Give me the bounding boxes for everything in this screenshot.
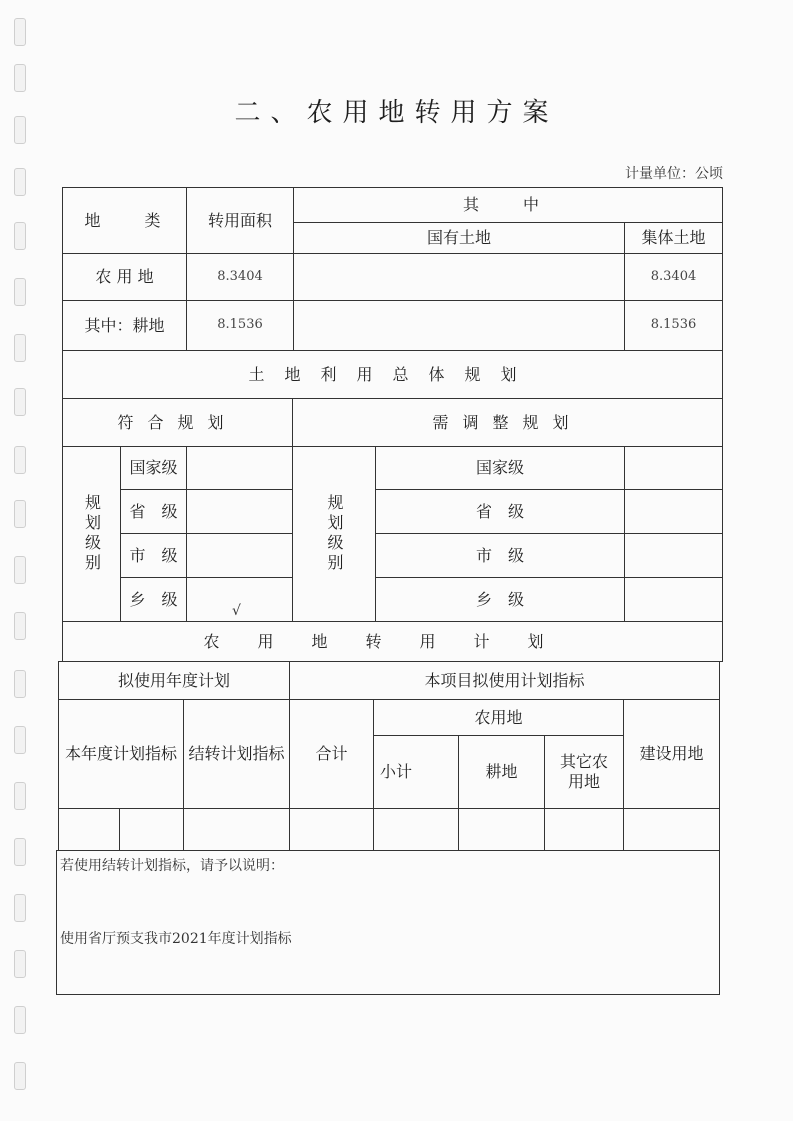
- construction-land-header: 建设用地: [623, 699, 720, 809]
- binder-hole: [14, 334, 26, 362]
- planning-level-label-right: 规划级别: [292, 446, 376, 622]
- row-state-farmland: [293, 253, 625, 301]
- other-farmland-header: 其它农用地: [544, 735, 624, 809]
- blank-cell: [623, 808, 720, 851]
- blank-cell: [458, 808, 545, 851]
- carry-over-plan: 结转计划指标: [183, 699, 290, 809]
- binder-hole: [14, 278, 26, 306]
- binder-hole: [14, 222, 26, 250]
- level-left-national: 国家级: [120, 446, 187, 490]
- check-left-city: [186, 533, 293, 578]
- binder-hole: [14, 670, 26, 698]
- planning-level-label-left: 规划级别: [62, 446, 121, 622]
- row-label-cultivated: 其中：耕地: [62, 300, 187, 351]
- binder-hole: [14, 612, 26, 640]
- row-collective-cultivated: 8.1536: [624, 300, 723, 351]
- binder-hole: [14, 838, 26, 866]
- binder-hole: [14, 782, 26, 810]
- cultivated-header: 耕地: [458, 735, 545, 809]
- binder-hole: [14, 726, 26, 754]
- row-label-farmland: 农 用 地: [62, 253, 187, 301]
- row-state-cultivated: [293, 300, 625, 351]
- blank-right-city: [624, 533, 723, 578]
- header-collective-land: 集体土地: [624, 222, 723, 254]
- project-plan-header: 本项目拟使用计划指标: [289, 661, 720, 700]
- blank-right-national: [624, 446, 723, 490]
- this-year-plan: 本年度计划指标: [58, 699, 184, 809]
- annual-plan-header: 拟使用年度计划: [58, 661, 290, 700]
- blank-cell: [289, 808, 374, 851]
- blank-cell: [544, 808, 624, 851]
- level-right-township: 乡 级: [375, 577, 625, 622]
- blank-cell: [183, 808, 290, 851]
- header-among: 其 中: [293, 187, 723, 223]
- remark-prompt: 若使用结转计划指标，请予以说明：: [60, 858, 284, 874]
- remark-text: 使用省厅预支我市2021年度计划指标: [60, 931, 292, 947]
- level-right-province: 省 级: [375, 489, 625, 534]
- binder-hole: [14, 168, 26, 196]
- level-left-township: 乡 级: [120, 577, 187, 622]
- conversion-plan-heading: 农用地转用计划: [62, 621, 723, 662]
- header-state-land: 国有土地: [293, 222, 625, 254]
- blank-cell: [119, 808, 184, 851]
- binder-hole: [14, 446, 26, 474]
- binder-hole: [14, 1062, 26, 1090]
- page-title: 二、农用地转用方案: [234, 98, 559, 128]
- binder-hole: [14, 894, 26, 922]
- blank-right-township: [624, 577, 723, 622]
- row-collective-farmland: 8.3404: [624, 253, 723, 301]
- blank-cell: [373, 808, 459, 851]
- check-left-province: [186, 489, 293, 534]
- binder-hole: [14, 388, 26, 416]
- binder-hole: [14, 18, 26, 46]
- level-right-national: 国家级: [375, 446, 625, 490]
- binder-hole: [14, 950, 26, 978]
- planning-conform: 符合规划: [62, 398, 293, 447]
- check-left-national: [186, 446, 293, 490]
- header-conversion-area: 转用面积: [186, 187, 294, 254]
- blank-right-province: [624, 489, 723, 534]
- subtotal-header: 小计: [373, 735, 459, 809]
- binder-hole: [14, 64, 26, 92]
- level-left-city: 市 级: [120, 533, 187, 578]
- measurement-unit: 计量单位：公顷: [625, 166, 723, 182]
- total-header: 合计: [289, 699, 374, 809]
- check-mark: √: [232, 603, 241, 619]
- binder-hole: [14, 556, 26, 584]
- farmland-header: 农用地: [373, 699, 624, 736]
- binder-hole: [14, 1006, 26, 1034]
- row-area-farmland: 8.3404: [186, 253, 294, 301]
- planning-heading: 土地利用总体规划: [62, 350, 723, 399]
- planning-adjust: 需调整规划: [292, 398, 723, 447]
- header-land-type: 地 类: [62, 187, 187, 254]
- row-area-cultivated: 8.1536: [186, 300, 294, 351]
- binder-hole: [14, 500, 26, 528]
- blank-cell: [58, 808, 120, 851]
- level-right-city: 市 级: [375, 533, 625, 578]
- level-left-province: 省 级: [120, 489, 187, 534]
